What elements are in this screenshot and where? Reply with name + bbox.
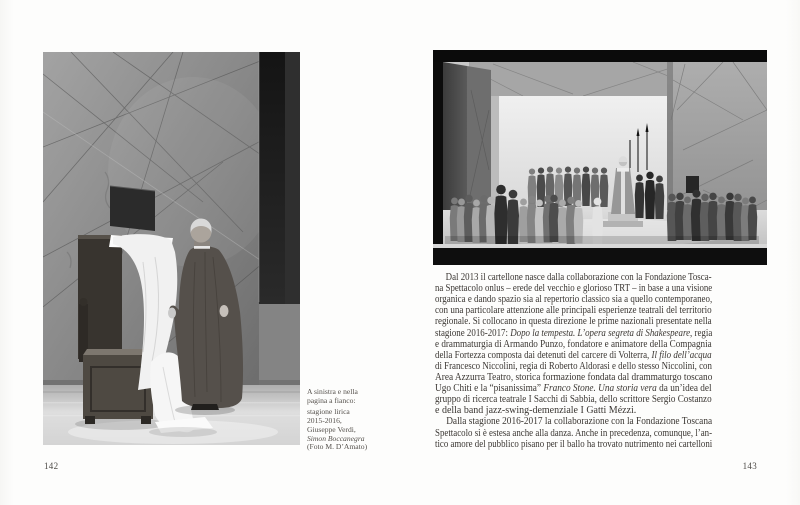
stage-front-edge — [433, 244, 767, 248]
caption-line: stagione lirica — [307, 407, 350, 417]
caption-line: (Foto M. D’Amato) — [307, 442, 368, 452]
body-text-line: Ugo Chiti e la “pisanissima” Franco Stone. Una storia vera da un’idea del — [435, 383, 712, 395]
page-number-left: 142 — [44, 461, 59, 471]
body-text-line: e drammaturgia di Armando Punzo, fondatore e animatore della Compagnia — [435, 338, 712, 350]
body-text-line: Spettacolo si è estesa anche alla danza. Anche in precedenza, comunque, l’an- — [435, 427, 713, 439]
caption-line: Giuseppe Verdi, — [307, 424, 356, 434]
body-text-line: Dalla stagione 2016-2017 la collaborazione con la Fondazione Toscana — [446, 416, 713, 428]
body-text-line: di Francesco Niccolini, regia di Roberto Aldorasi e dello stesso Niccolini, con — [435, 360, 712, 372]
caption-line: pagina a fianco: — [307, 395, 356, 405]
body-text-line: regionale. Si collocano in questa direzione le prime nazionali presentate nella — [435, 316, 712, 328]
body-text-line: Area Azzurra Teatro, storica formazione fondata dal drammaturgo toscano — [435, 371, 713, 383]
body-text-line: gruppo di ricerca teatrale I Sacchi di Sabbia, dello scrittore Sergio Costanzo — [435, 394, 712, 406]
photo-caption — [307, 388, 369, 452]
body-text-column — [435, 272, 712, 450]
page-number-right: 143 — [742, 461, 757, 471]
body-text-line: con una particolare attenzione alle principali esperienze teatrali del territorio — [435, 305, 712, 317]
dark-box-prop — [110, 186, 155, 231]
right-page-photo — [433, 50, 767, 265]
body-text-line: tico amore del pubblico pisano per il ballo ha trovato nutrimento nei cartelloni — [435, 438, 713, 450]
guards — [635, 172, 664, 219]
caption-line: 2015-2016, — [307, 416, 342, 426]
body-text-line: stagione 2016-2017: Dopo la tempesta. L’opera segreta di Shakespeare, regia — [435, 327, 713, 339]
body-text-line: na Spettacolo onlus – erede del vecchio e glorioso TRT – in base a una visione — [435, 283, 713, 295]
caption-line: A sinistra e nella — [307, 387, 358, 396]
body-text-line: Dal 2013 il cartellone nasce dalla collaborazione con la Fondazione Tosca- — [445, 272, 712, 283]
top-proscenium-bar — [433, 50, 767, 62]
body-text-line: organica e dando spazio sia al repertorio classico sia a quello contemporaneo, — [435, 294, 713, 306]
orchestra-pit-shadow — [433, 248, 767, 265]
dark-doorway-panel — [259, 52, 300, 386]
body-text-line: della Fortezza composta dai detenuti del carcere di Volterra, Il filo dell’acqua — [435, 349, 712, 361]
caption-line: Simon Boccanegra — [307, 433, 365, 443]
body-text-line: e della band jazz-swing-demenziale I Gatti Mézzi. — [435, 405, 637, 417]
left-page-photo — [43, 52, 300, 445]
